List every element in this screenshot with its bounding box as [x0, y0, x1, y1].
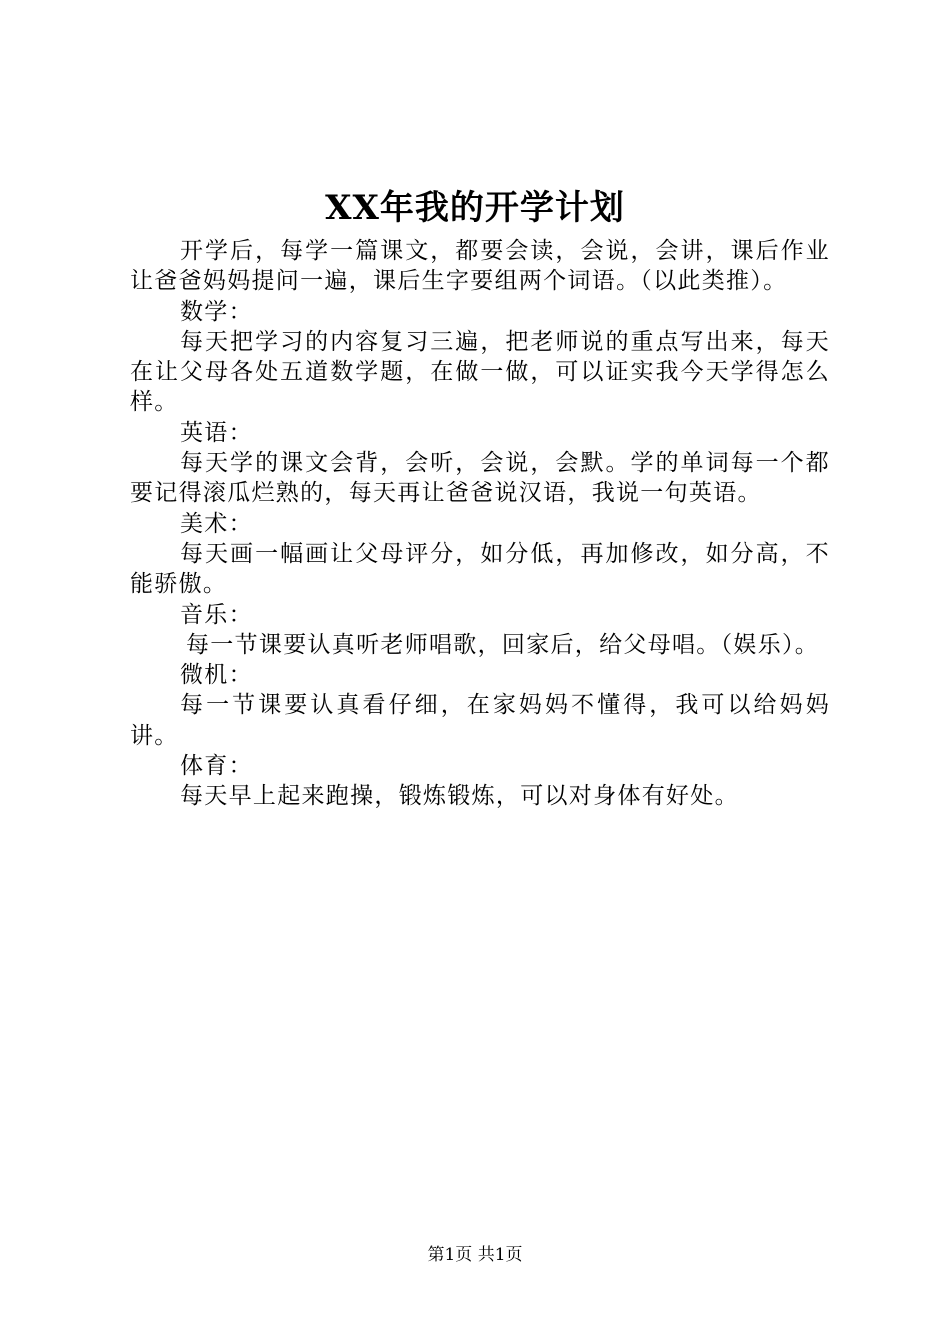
page-footer: 第1页 共1页	[427, 1245, 523, 1265]
section-heading-pe: 体育：	[180, 753, 253, 780]
section-text-art: 每天画一幅画让父母评分，如分低，再加修改，如分高，不能骄傲。	[130, 540, 830, 598]
section-heading-math: 数学：	[180, 298, 253, 325]
section-heading-music: 音乐：	[180, 601, 253, 628]
document-title: XX年我的开学计划	[325, 188, 625, 228]
section-text-computer: 每一节课要认真看仔细，在家妈妈不懂得，我可以给妈妈讲。	[130, 692, 830, 749]
section-heading-computer: 微机：	[180, 662, 253, 689]
document-body	[130, 236, 830, 812]
section-text-pe: 每天早上起来跑操，锻炼锻炼，可以对身体有好处。	[180, 783, 739, 810]
intro-paragraph: 开学后，每学一篇课文，都要会读，会说，会讲，课后作业让爸爸妈妈提问一遍，课后生字要组两个词语。（以此类推）。	[130, 238, 830, 295]
section-heading-english: 英语：	[180, 419, 253, 446]
section-text-math: 每天把学习的内容复习三遍，把老师说的重点写出来，每天在让父母各处五道数学题，在做一做，可以证实我今天学得怎么样。	[130, 328, 830, 416]
section-heading-art: 美术：	[180, 510, 253, 537]
section-text-music: 每一节课要认真听老师唱歌，回家后，给父母唱。（娱乐）。	[186, 631, 820, 658]
section-text-english: 每天学的课文会背，会听，会说，会默。学的单词每一个都要记得滚瓜烂熟的，每天再让爸爸说汉语，我说一句英语。	[130, 450, 830, 507]
